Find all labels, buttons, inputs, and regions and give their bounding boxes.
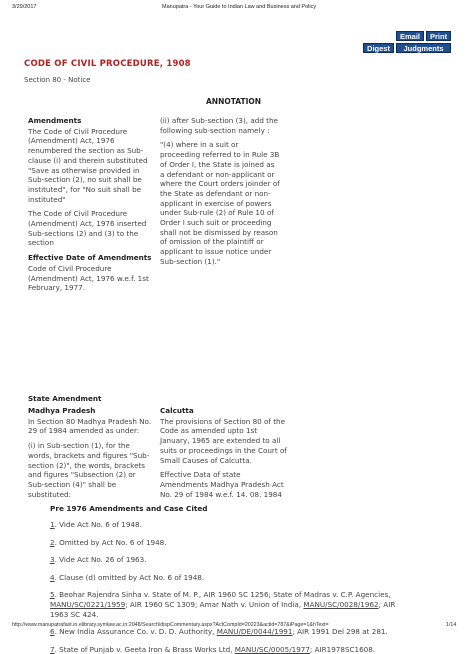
footnote-item: 5. Beohar Rajendra Sinha v. State of M. P., AIR 1960 SC 1256; State of Madras v. C.P. Agencies, MANU/SC/0221/1959; AIR 1960 SC 1309; Amar Nath v. Union of India, MANU/SC/0028/1962; AIR 1963 SC 424. — [50, 590, 396, 619]
left-column — [28, 116, 153, 298]
amendments-paragraph-2: The Code of Civil Procedure (Amendment) Act, 1976 inserted Sub-sections (2) and (3) to the section — [28, 209, 147, 248]
case-citation-link[interactable]: MANU/SC/0005/1977 — [234, 644, 310, 654]
effective-date-paragraph: Code of Civil Procedure (Amendment) Act, 1976 w.e.f. 1st February, 1977. — [28, 263, 149, 293]
footnote-number[interactable]: 3 — [50, 555, 55, 565]
page-url: http://www.manupatrafast.in.elibrary.symlaw.ac.in:2048/Search/dispCommentary.aspx?ActCompId=20223&actid=787&iPage=1&hText= — [12, 622, 329, 628]
pre-1976-heading: Pre 1976 Amendments and Case Cited — [50, 504, 208, 513]
footnote-item: 4. Clause (d) omitted by Act No. 6 of 1948. — [50, 572, 205, 582]
footnote-item: 3. Vide Act No. 26 of 1963. — [50, 555, 147, 565]
case-citation-link[interactable]: MANU/SC/0221/1959 — [50, 599, 126, 609]
footnote-item: 6. New India Assurance Co. v. D. D. Authority, MANU/DE/0044/1991; AIR 1991 Del 298 at 281. — [50, 627, 388, 637]
page-number: 1/14 — [446, 622, 457, 628]
madhya-pradesh-paragraph-1: In Section 80 Madhya Pradesh No. 29 of 1984 amended as under: — [28, 416, 152, 436]
amendments-paragraph-1: The Code of Civil Procedure (Amendment) Act, 1976 renumbered the section as Sub-clause (i) and therein substituted "Save as otherwise provided in Sub-section (2), no suit shall be instituted", for "No suit shall be instituted" — [28, 126, 148, 204]
email-button[interactable]: Email — [396, 31, 424, 41]
footnote-number[interactable]: 7 — [50, 644, 55, 654]
calcutta-heading: Calcutta — [160, 406, 194, 415]
judgments-button[interactable]: Judgments — [396, 43, 451, 53]
footnote-number[interactable]: 4 — [50, 572, 55, 582]
madhya-pradesh-heading: Madhya Pradesh — [28, 406, 96, 415]
footnote-number[interactable]: 6 — [50, 627, 55, 637]
print-button[interactable]: Print — [426, 31, 451, 41]
calcutta-paragraph-1: The provisions of Section 80 of the Code as amended upto 1st January, 1965 are extended to all suits or proceedings in the Court of Small Causes of Calcutta. — [160, 416, 287, 465]
effective-date-heading: Effective Date of Amendments — [28, 253, 152, 263]
footnote-item: 7. State of Punjab v. Geeta Iron & Brass Works Ltd, MANU/SC/0005/1977; AIR1978SC1608. — [50, 644, 376, 654]
footnote-number[interactable]: 1 — [50, 520, 55, 529]
case-citation-link[interactable]: MANU/DE/0044/1991 — [216, 627, 293, 637]
footnote-item: 2. Omitted by Act No. 6 of 1948. — [50, 537, 167, 547]
right-column — [160, 116, 280, 272]
footnote-number[interactable]: 2 — [50, 537, 55, 547]
amendments-heading: Amendments — [28, 116, 82, 125]
digest-button[interactable]: Digest — [363, 43, 394, 53]
document-title: CODE OF CIVIL PROCEDURE, 1908 — [24, 59, 191, 69]
footnote-list — [50, 520, 412, 654]
case-citation-link[interactable]: MANU/SC/0028/1962 — [303, 599, 379, 609]
madhya-pradesh-paragraph-2: (i) in Sub-section (1), for the words, brackets and figures "Sub-section (2)", the words, brackets and figures "Subsection (2) or Sub-section (4)" shall be substituted: — [28, 441, 150, 499]
subsection-4-text: "(4) where in a suit or proceeding referred to in Rule 3B of Order I, the State is joined as a defendant or non-applicant or where the Court orders joinder of the State as defendant or non-applicant in exercise of powers under Sub-rule (2) of Rule 10 of Order I such suit or proceeding shall not be dismissed by reason of omission of the plaintiff or applicant to issue notice under Sub-section (1)." — [160, 140, 280, 266]
calcutta-paragraph-2: Effective Data of state Amendments Madhya Pradesh Act No. 29 of 1984 w.e.f. 14. 08. 1984 — [160, 470, 284, 499]
section-title: Section 80 - Notice — [24, 76, 91, 84]
footnote-item: 1. Vide Act No. 6 of 1948. — [50, 520, 142, 529]
footnote-number[interactable]: 5 — [50, 590, 55, 600]
browser-page-title: Manupatra - Your Guide to Indian Law and Business and Policy — [162, 4, 317, 10]
annotation-heading: ANNOTATION — [206, 97, 262, 106]
calcutta-block — [160, 406, 288, 504]
subsection-intro: (ii) after Sub-section (3), add the following sub-section namely : — [160, 116, 278, 135]
state-amendment-heading: State Amendment — [28, 394, 102, 403]
madhya-pradesh-block — [28, 406, 153, 504]
print-date: 3/29/2017 — [12, 4, 37, 10]
